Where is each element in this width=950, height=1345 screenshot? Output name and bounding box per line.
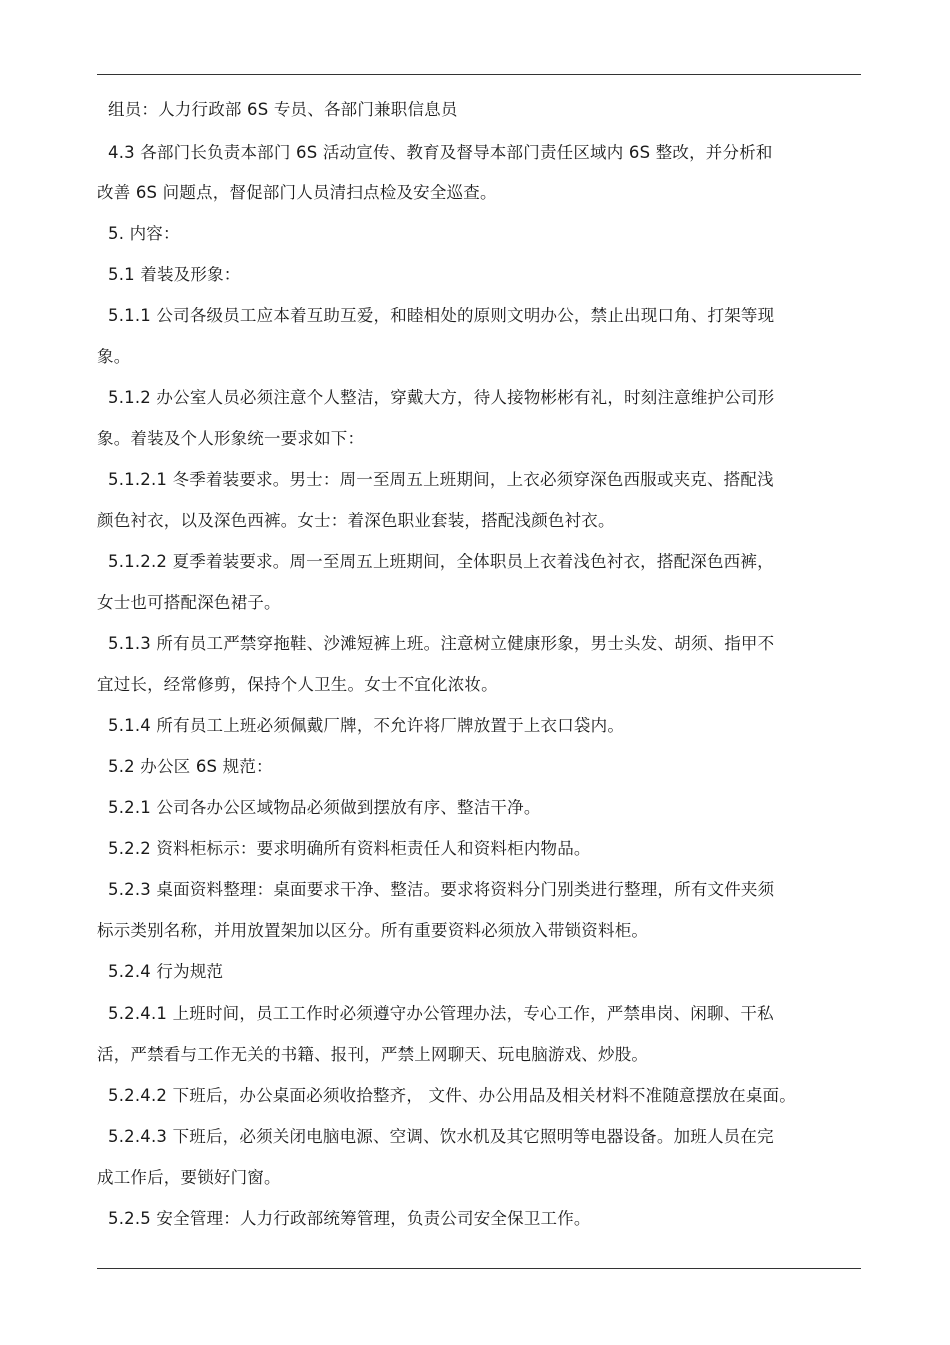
text-line: 5.2.1 公司各办公区域物品必须做到摆放有序、整洁干净。 <box>108 798 541 817</box>
text-line: 5.2.3 桌面资料整理：桌面要求干净、整洁。要求将资料分门别类进行整理，所有文件夹须 <box>108 880 775 899</box>
text-line: 4.3 各部门长负责本部门 6S 活动宣传、教育及督导本部门责任区域内 6S 整改，并分析和 <box>108 143 773 162</box>
text-line: 5.1.2.1 冬季着装要求。男士：周一至周五上班期间，上衣必须穿深色西服或夹克、搭配浅 <box>108 470 774 489</box>
text-line: 成工作后，要锁好门窗。 <box>97 1168 281 1187</box>
text-line: 5.2 办公区 6S 规范： <box>108 757 273 776</box>
text-line: 女士也可搭配深色裙子。 <box>97 593 281 612</box>
text-line: 颜色衬衣，以及深色西裤。女士：着深色职业套装，搭配浅颜色衬衣。 <box>97 511 615 530</box>
text-line: 活，严禁看与工作无关的书籍、报刊，严禁上网聊天、玩电脑游戏、炒股。 <box>97 1045 649 1064</box>
text-line: 组员：人力行政部 6S 专员、各部门兼职信息员 <box>108 100 458 119</box>
text-line: 5.1 着装及形象： <box>108 265 241 284</box>
text-line: 5.1.1 公司各级员工应本着互助互爱，和睦相处的原则文明办公，禁止出现口角、打架等现 <box>108 306 775 325</box>
text-line: 5.1.3 所有员工严禁穿拖鞋、沙滩短裤上班。注意树立健康形象，男士头发、胡须、指甲不 <box>108 634 775 653</box>
text-line: 5.2.4.3 下班后，必须关闭电脑电源、空调、饮水机及其它照明等电器设备。加班人员在完 <box>108 1127 774 1146</box>
text-line: 标示类别名称，并用放置架加以区分。所有重要资料必须放入带锁资料柜。 <box>97 921 649 940</box>
text-line: 宜过长，经常修剪，保持个人卫生。女士不宜化浓妆。 <box>97 675 498 694</box>
text-line: 5.2.4.2 下班后，办公桌面必须收拾整齐， 文件、办公用品及相关材料不准随意摆放在桌面。 <box>108 1086 796 1105</box>
text-line: 5.1.2.2 夏季着装要求。周一至周五上班期间，全体职员上衣着浅色衬衣，搭配深色西裤， <box>108 552 774 571</box>
text-line: 5.2.4 行为规范 <box>108 962 224 981</box>
text-line: 5.1.4 所有员工上班必须佩戴厂牌，不允许将厂牌放置于上衣口袋内。 <box>108 716 625 735</box>
text-line: 5.2.5 安全管理：人力行政部统筹管理，负责公司安全保卫工作。 <box>108 1209 591 1228</box>
text-line: 5.1.2 办公室人员必须注意个人整洁，穿戴大方，待人接物彬彬有礼，时刻注意维护公司形 <box>108 388 775 407</box>
text-line: 改善 6S 问题点，督促部门人员清扫点检及安全巡查。 <box>97 183 497 202</box>
header-rule <box>97 74 861 75</box>
text-line: 5. 内容： <box>108 224 180 243</box>
text-line: 5.2.4.1 上班时间，员工工作时必须遵守办公管理办法，专心工作，严禁串岗、闲聊、干私 <box>108 1004 774 1023</box>
text-line: 象。 <box>97 347 131 366</box>
text-line: 5.2.2 资料柜标示：要求明确所有资料柜责任人和资料柜内物品。 <box>108 839 591 858</box>
text-line: 象。着装及个人形象统一要求如下： <box>97 429 365 448</box>
footer-rule <box>97 1268 861 1269</box>
